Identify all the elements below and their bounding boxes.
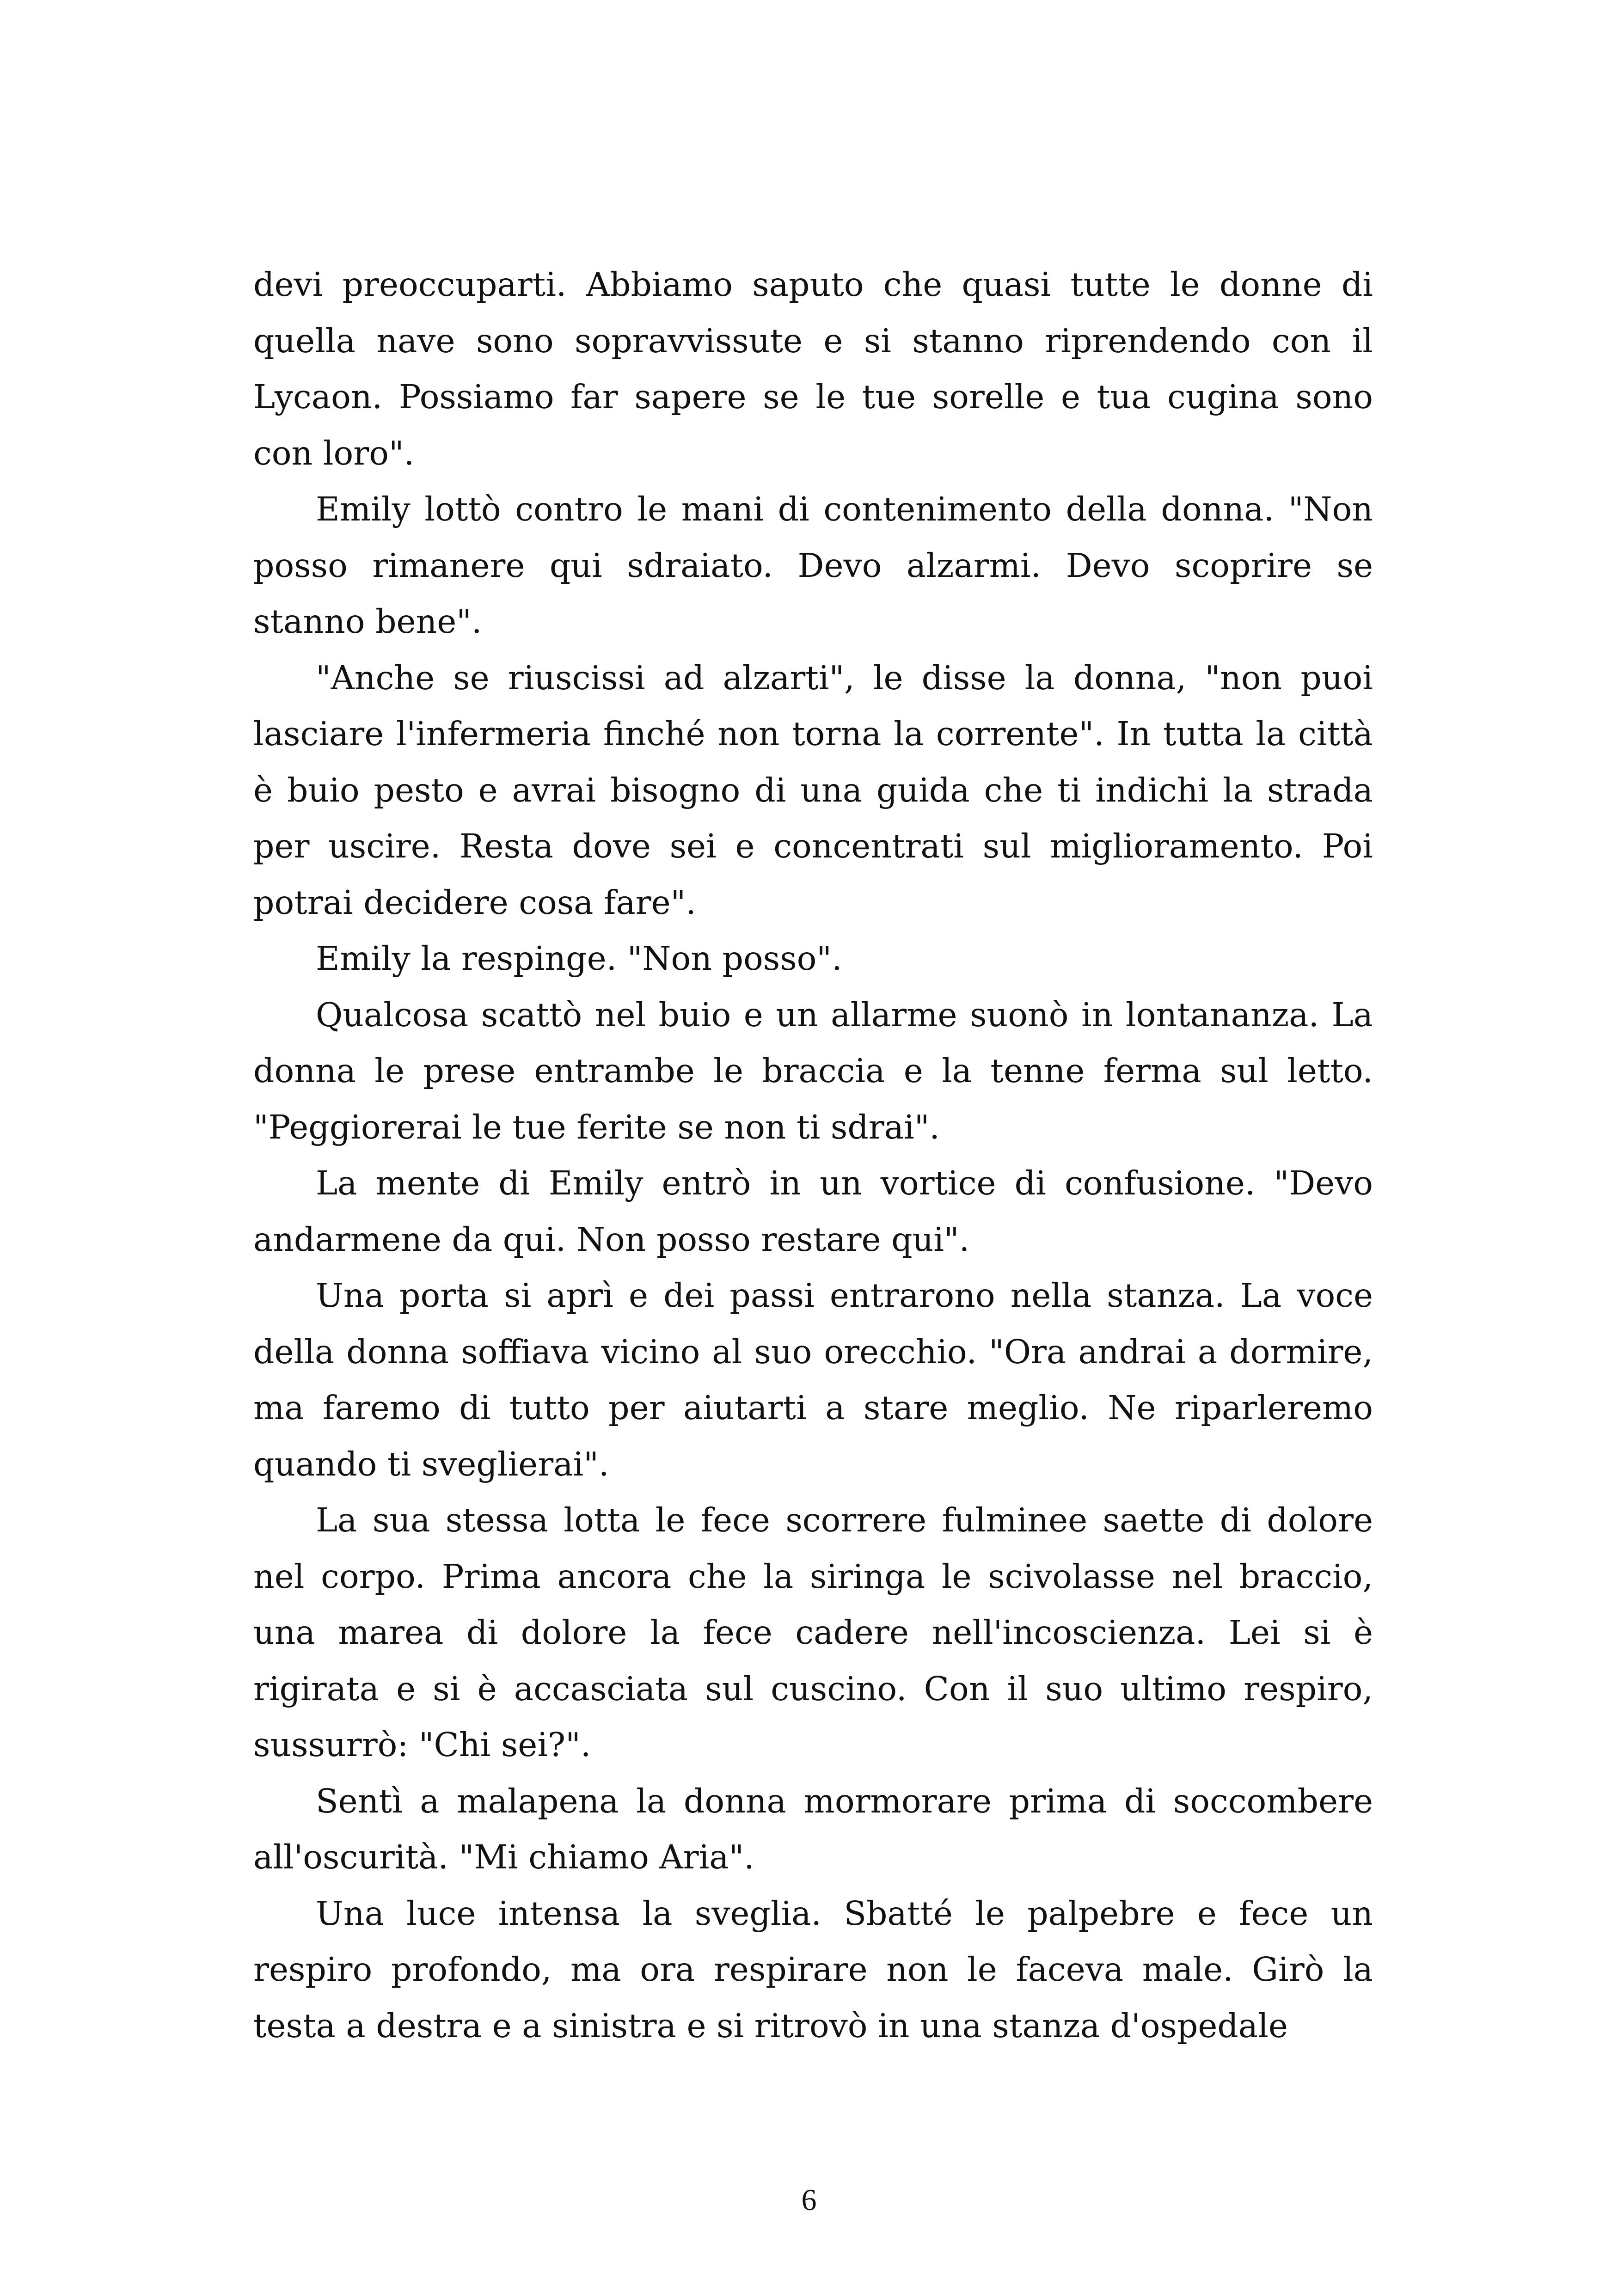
paragraph-8: La sua stessa lotta le fece scorrere fulminee saette di dolore nel corpo. Prima ancora che la siringa le scivolasse nel braccio, una marea di dolore la fece cadere nell'incoscienza. Lei si è rigirata e si è accasciata sul cuscino. Con il suo ultimo respiro, sussurrò: "Chi sei?". <box>253 1501 1373 1764</box>
paragraph-10: Una luce intensa la sveglia. Sbatté le palpebre e fece un respiro profondo, ma ora respirare non le faceva male. Girò la testa a destra e a sinistra e si ritrovò in una stanza d'ospedale <box>253 1894 1373 2045</box>
paragraph-4: Emily la respinge. "Non posso". <box>316 939 842 978</box>
paragraph-3: "Anche se riuscissi ad alzarti", le disse la donna, "non puoi lasciare l'infermeria finché non torna la corrente". In tutta la città è buio pesto e avrai bisogno di una guida che ti indichi la strada per uscire. Resta dove sei e concentrati sul miglioramento. Poi potrai decidere cosa fare". <box>253 658 1373 922</box>
paragraph-1: devi preoccuparti. Abbiamo saputo che quasi tutte le donne di quella nave sono sopravvissute e si stanno riprendendo con il Lycaon. Possiamo far sapere se le tue sorelle e tua cugina sono con loro". <box>253 265 1373 472</box>
paragraph-7: Una porta si aprì e dei passi entrarono nella stanza. La voce della donna soffiava vicino al suo orecchio. "Ora andrai a dormire, ma faremo di tutto per aiutarti a stare meglio. Ne riparleremo quando ti sveglierai". <box>253 1276 1373 1483</box>
page-number: 6 <box>801 2183 817 2217</box>
paragraph-9: Sentì a malapena la donna mormorare prima di soccombere all'oscurità. "Mi chiamo Aria". <box>253 1782 1373 1876</box>
paragraph-2: Emily lottò contro le mani di contenimento della donna. "Non posso rimanere qui sdraiato. Devo alzarmi. Devo scoprire se stanno bene". <box>253 490 1373 641</box>
paragraph-6: La mente di Emily entrò in un vortice di confusione. "Devo andarmene da qui. Non posso restare qui". <box>253 1164 1373 1259</box>
body-text <box>253 257 1373 2054</box>
paragraph-5: Qualcosa scattò nel buio e un allarme suonò in lontananza. La donna le prese entrambe le braccia e la tenne ferma sul letto. "Peggiorerai le tue ferite se non ti sdrai". <box>253 995 1373 1146</box>
